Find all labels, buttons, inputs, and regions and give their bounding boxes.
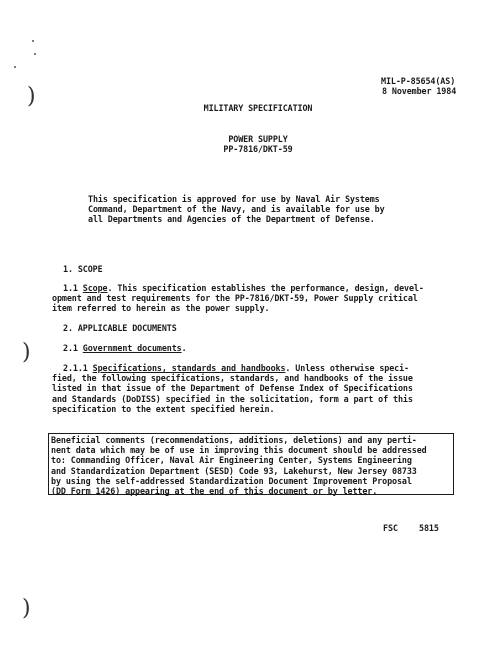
section-number: 1.1	[63, 283, 78, 293]
section-title: Specifications, standards and handbooks	[92, 363, 286, 373]
paragraph-line: and Standards (DoDISS) specified in the solicitation, form a part of this	[52, 393, 413, 404]
document-number: MIL-P-85654(AS)	[381, 76, 456, 86]
notice-line: to: Commanding Officer, Naval Air Engineering Center, Systems Engineering	[51, 455, 412, 466]
paragraph-text: . This specification establishes the performance, design, devel-	[107, 283, 424, 293]
section-1-1-paragraph	[52, 283, 424, 314]
fsc-code: 5815	[419, 523, 439, 533]
paragraph-line: opment and test requirements for the PP-7816/DKT-59, Power Supply critical	[52, 293, 418, 304]
subject-line-2: PP-7816/DKT-59	[223, 144, 293, 154]
paragraph-line: listed in that issue of the Department of Defense Index of Specifications	[52, 383, 413, 394]
section-number: 2.1	[63, 343, 78, 353]
binding-hole-mark-middle: )	[22, 340, 31, 365]
paragraph-line: fied, the following specifications, standards, and handbooks of the issue	[52, 373, 413, 384]
comments-notice-box	[48, 433, 454, 495]
scan-speck	[34, 53, 36, 55]
scan-speck	[14, 66, 16, 68]
subject-line-1: POWER SUPPLY	[228, 134, 288, 144]
notice-line: by using the self-addressed Standardization Document Improvement Proposal	[51, 475, 412, 486]
section-2-1-1-paragraph	[52, 363, 413, 414]
scan-speck	[32, 40, 34, 42]
fsc-label: FSC	[383, 523, 398, 533]
paragraph-line: specification to the extent specified herein.	[52, 403, 275, 414]
section-title: Scope	[82, 283, 108, 293]
notice-line: and Standardization Department (SESD) Code 93, Lakehurst, New Jersey 08733	[51, 465, 417, 476]
paragraph-line: item referred to herein as the power supply.	[52, 303, 270, 314]
binding-hole-mark-bottom: )	[22, 596, 31, 621]
section-number: 2.1.1	[63, 363, 88, 373]
document-date: 8 November 1984	[382, 86, 457, 96]
page-title: MILITARY SPECIFICATION	[203, 103, 313, 113]
notice-line: Beneficial comments (recommendations, additions, deletions) and any perti-	[51, 435, 417, 445]
approval-line: all Departments and Agencies of the Department of Defense.	[88, 214, 375, 224]
paragraph-line	[52, 283, 424, 293]
notice-line: (DD Form 1426) appearing at the end of this document or by letter.	[51, 485, 378, 496]
approval-line: This specification is approved for use by Naval Air Systems	[88, 194, 380, 204]
approval-line: Command, Department of the Navy, and is available for use by	[88, 204, 385, 214]
notice-line: nent data which may be of use in improving this document should be addressed	[51, 445, 427, 456]
approval-paragraph	[88, 194, 385, 224]
section-2-1-heading	[63, 343, 187, 353]
section-1-heading: 1. SCOPE	[63, 264, 103, 274]
paragraph-line	[52, 363, 413, 373]
paragraph-text: . Unless otherwise speci-	[285, 363, 409, 373]
section-2-heading: 2. APPLICABLE DOCUMENTS	[63, 323, 177, 333]
binding-hole-mark-top: )	[27, 84, 36, 109]
paragraph-text: .	[181, 343, 187, 353]
section-title: Government documents	[82, 343, 182, 353]
